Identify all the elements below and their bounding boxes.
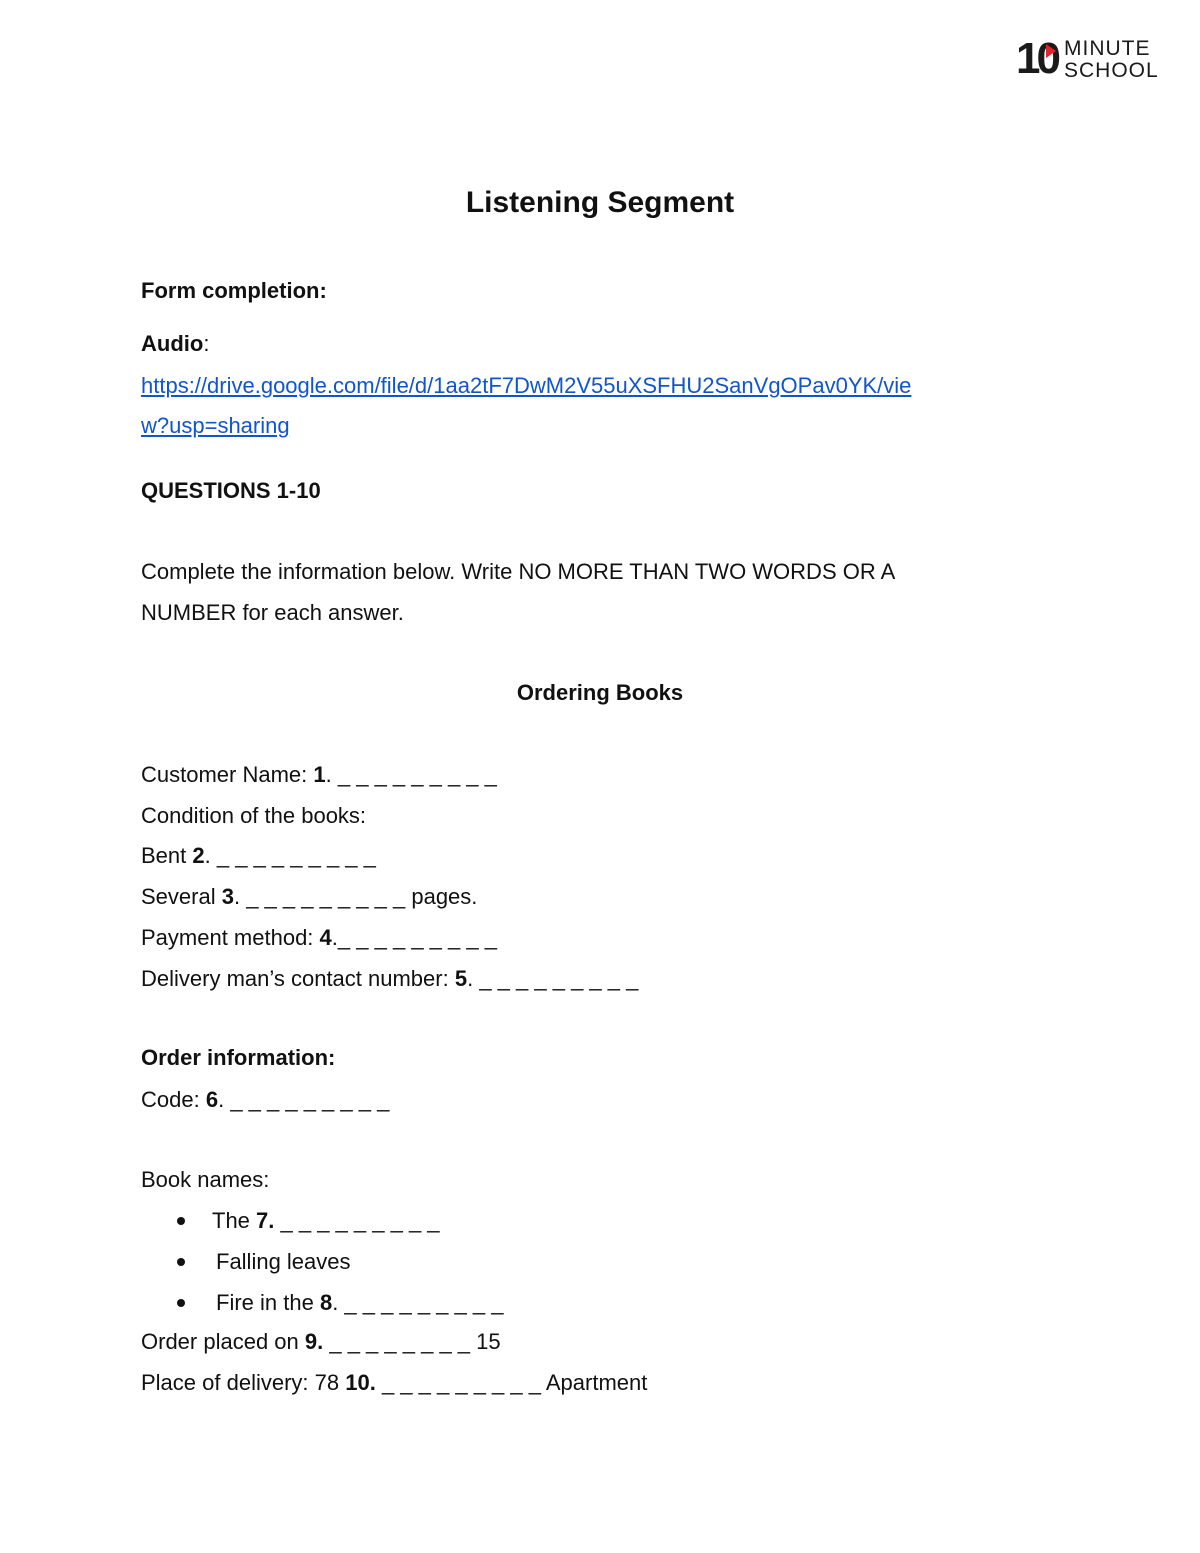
logo-accent-icon [1046,44,1056,58]
bullet-icon [177,1299,185,1307]
logo-word-school: SCHOOL [1064,59,1159,82]
order-placed-row [141,1329,501,1355]
several-row: Several 3. _ _ _ _ _ _ _ _ _ pages. [141,884,478,909]
bent-label: Bent [141,843,193,868]
order-information-heading: Order information: [141,1045,336,1070]
place-suffix: Apartment [540,1370,648,1395]
page-title: Listening Segment [465,186,735,219]
question-number-3: 3 [221,884,234,909]
answer-blank-7: _ _ _ _ _ _ _ _ _ [280,1208,440,1233]
payment-row: Payment method: 4._ _ _ _ _ _ _ _ _ [141,925,497,950]
answer-blank-3: _ _ _ _ _ _ _ _ _ [246,884,406,909]
order-placed-suffix: 15 [470,1329,501,1354]
answer-blank-4: _ _ _ _ _ _ _ _ _ [337,925,497,950]
customer-name-row: Customer Name: 1. _ _ _ _ _ _ _ _ _ [141,762,497,787]
place-label: Place of delivery: 78 [141,1370,346,1395]
order-placed-label: Order placed on [141,1329,305,1354]
logo-wordmark [1064,38,1159,82]
question-number-5: 5 [454,966,468,991]
brand-logo [1016,34,1162,83]
question-number-7: 7. [256,1208,275,1233]
delivery-row: Delivery man’s contact number: 5. _ _ _ _ _ _ _ _ _ [141,966,639,991]
payment-label: Payment method: [141,925,320,950]
logo-number: 10 [1016,34,1057,83]
answer-blank-8: _ _ _ _ _ _ _ _ _ [344,1290,504,1315]
audio-link-line-1 [141,373,911,399]
instructions-line-2: NUMBER for each answer. [141,600,404,625]
bullet-icon [177,1217,185,1225]
customer-name-label: Customer Name: [141,762,314,787]
audio-colon: : [203,331,210,356]
audio-label: Audio [141,331,204,356]
delivery-label: Delivery man’s contact number: [141,966,455,991]
answer-blank-1: _ _ _ _ _ _ _ _ _ [337,762,497,787]
logo-word-minute: MINUTE [1064,37,1151,60]
book-item-3: Fire in the 8. _ _ _ _ _ _ _ _ _ [216,1290,504,1315]
bullet-icon [177,1258,185,1266]
place-of-delivery-row [141,1370,647,1396]
section-title: Ordering Books [516,680,684,705]
question-number-8: 8 [319,1290,333,1315]
condition-label: Condition of the books: [141,803,367,828]
answer-blank-6: _ _ _ _ _ _ _ _ _ [230,1087,390,1112]
question-number-1: 1 [313,762,326,787]
several-label: Several [141,884,222,909]
question-number-9: 9. [304,1329,324,1354]
code-label: Code: [141,1087,206,1112]
question-number-6: 6 [205,1087,219,1112]
audio-link[interactable]: https://drive.google.com/file/d/1aa2tF7DwM2V55uXSFHU2SanVgOPav0YK/vie [141,373,912,398]
answer-blank-2: _ _ _ _ _ _ _ _ _ [216,843,376,868]
audio-link-continued[interactable]: w?usp=sharing [141,413,290,438]
answer-blank-10: _ _ _ _ _ _ _ _ _ [381,1370,541,1395]
question-number-10: 10. [345,1370,376,1395]
book-names-label: Book names: [141,1167,270,1192]
book-item-2: Falling leaves [216,1249,351,1274]
question-number-4: 4 [319,925,332,950]
answer-blank-5: _ _ _ _ _ _ _ _ _ [479,966,639,991]
book-1-prefix: The [212,1208,257,1233]
answer-blank-9: _ _ _ _ _ _ _ _ [329,1329,471,1354]
audio-label-line [141,331,209,357]
questions-heading: QUESTIONS 1-10 [141,478,321,503]
book-3-prefix: Fire in the [216,1290,320,1315]
book-item-1 [212,1208,440,1234]
code-row: Code: 6. _ _ _ _ _ _ _ _ _ [141,1087,390,1112]
instructions-line-1: Complete the information below. Write NO MORE THAN TWO WORDS OR A [141,559,896,584]
audio-link-line-2 [141,413,290,439]
question-number-2: 2 [192,843,205,868]
pages-label: pages. [405,884,478,909]
bent-row: Bent 2. _ _ _ _ _ _ _ _ _ [141,843,376,868]
form-completion-heading: Form completion: [141,278,327,303]
